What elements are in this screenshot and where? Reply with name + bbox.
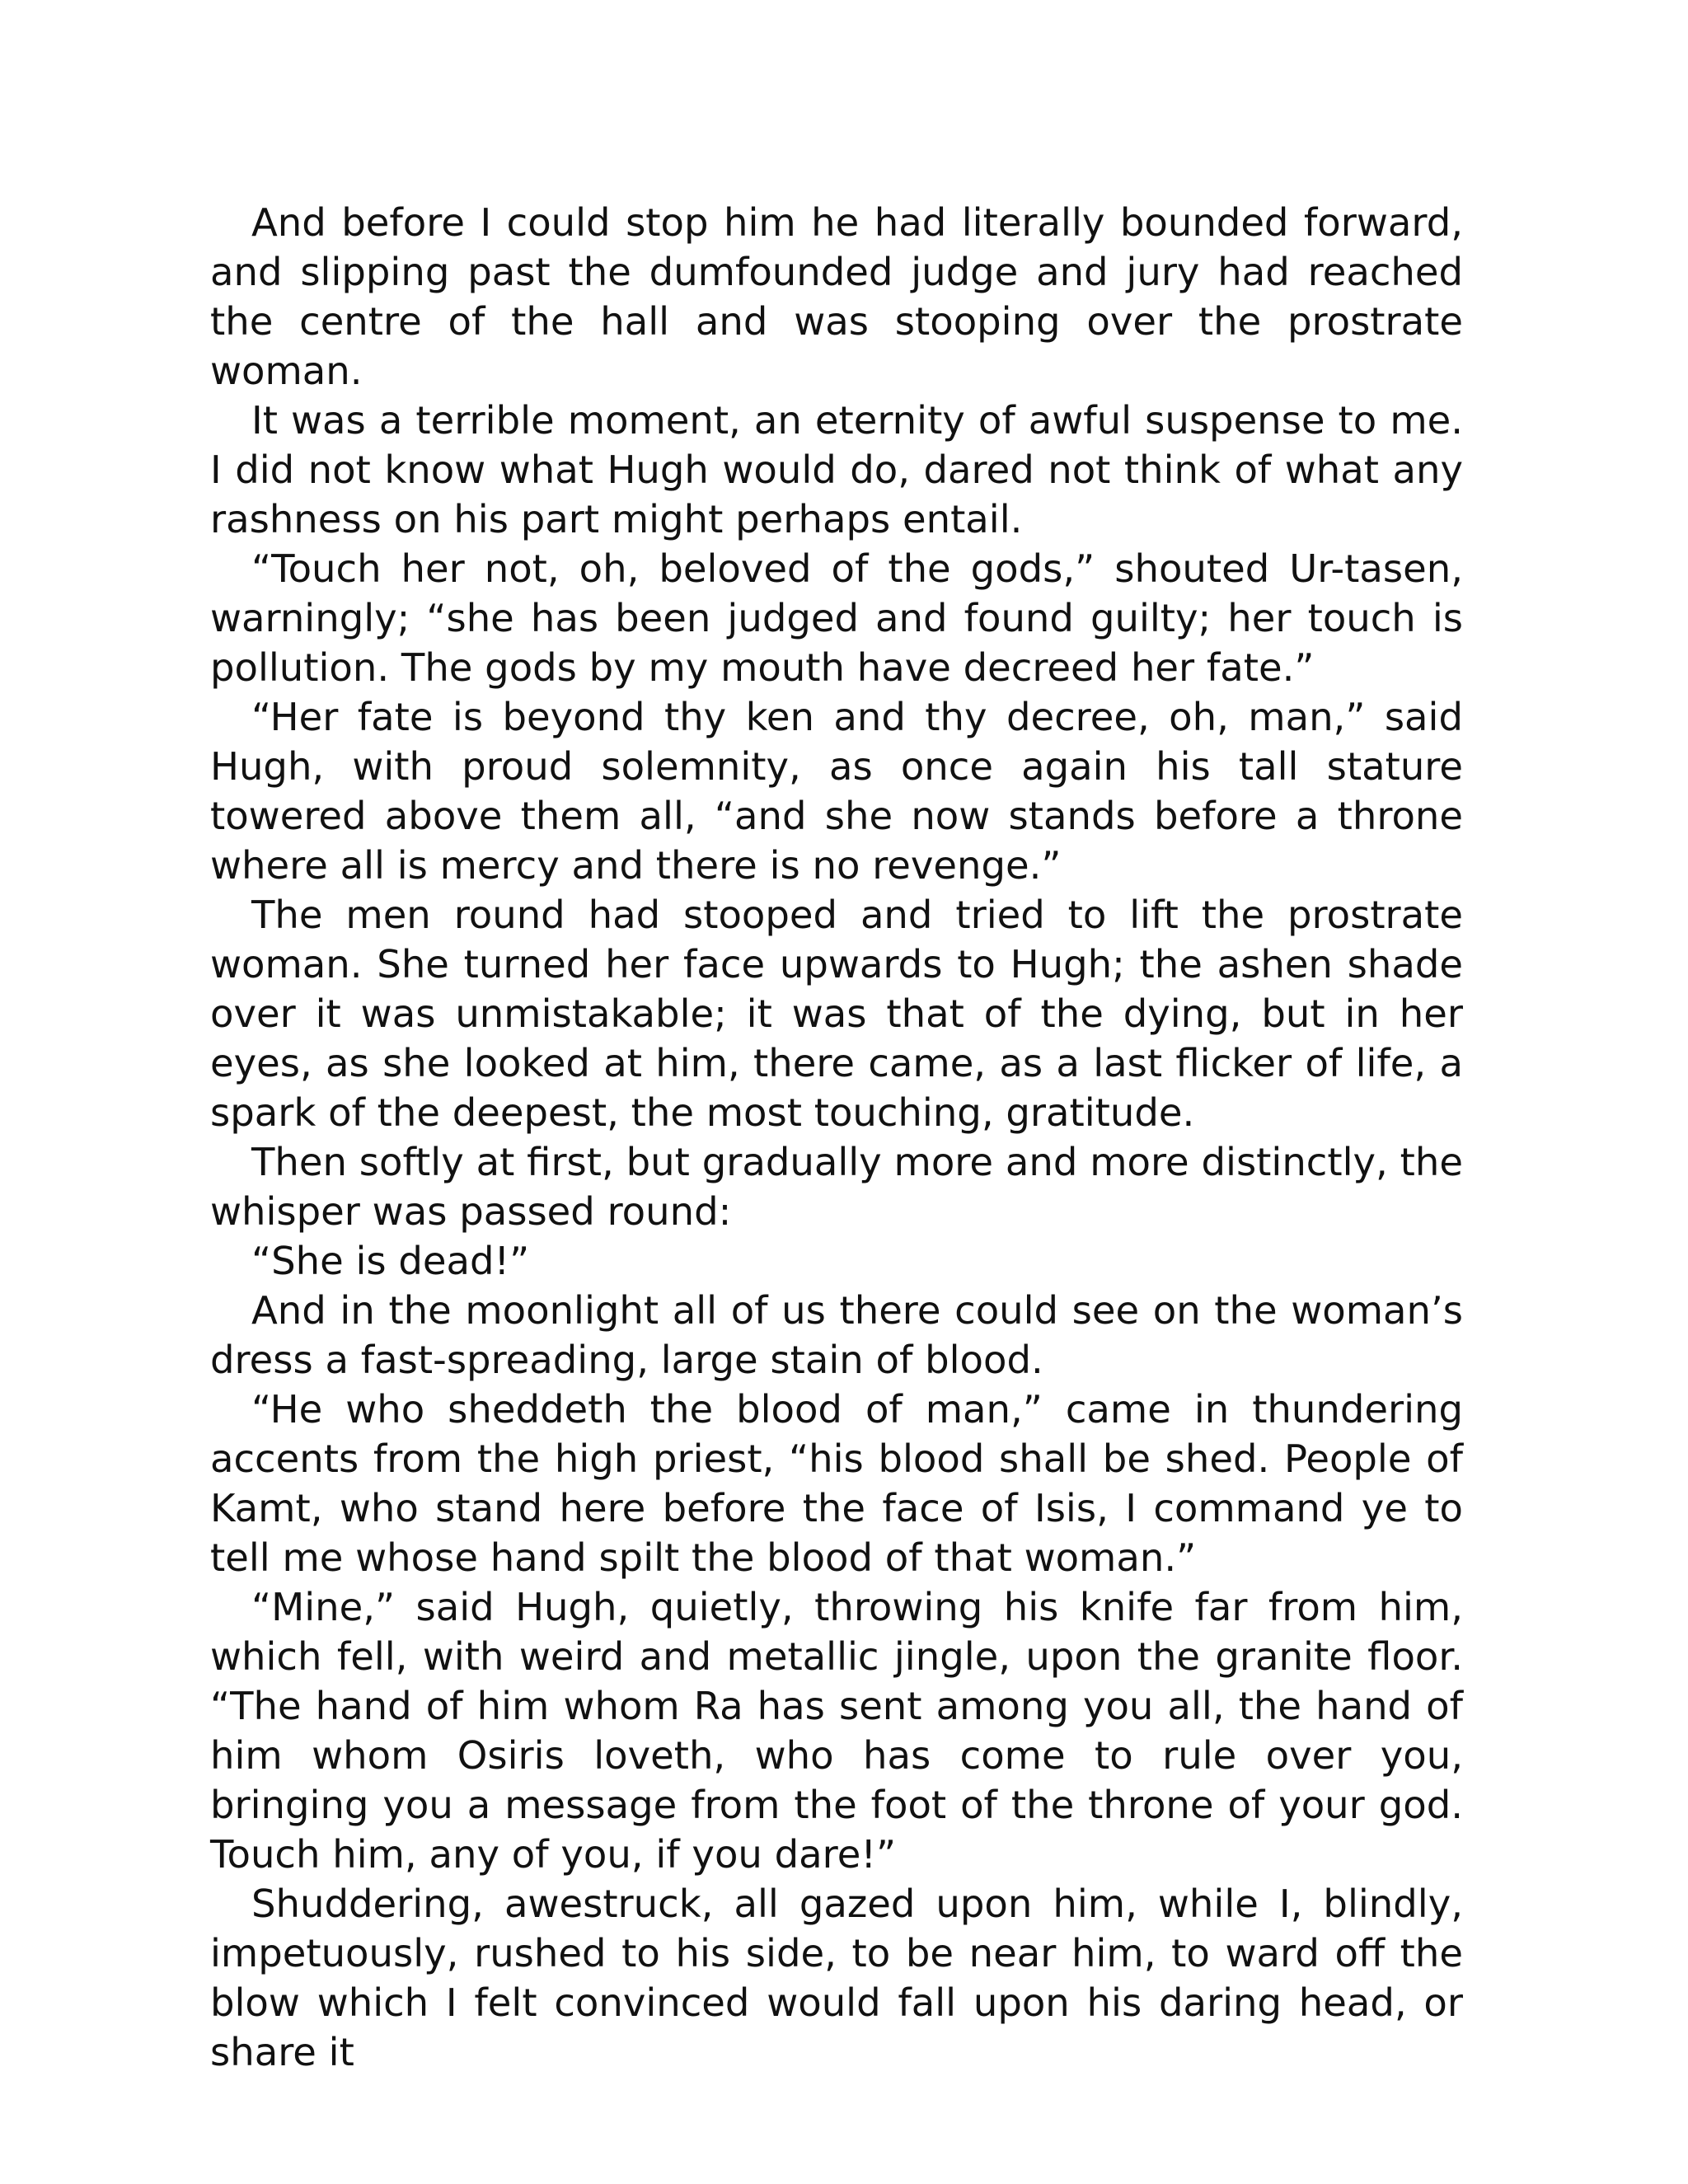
paragraph: “Mine,” said Hugh, quietly, throwing his knife far from him, which fell, with weird and metallic jingle, upon the granite floor. “The hand of him whom Ra has sent among you all, the hand of him whom Osiris loveth, who has come to rule over you, bringing you a message from the foot of the throne of your god. Touch him, any of you, if you dare!”	[210, 1585, 1463, 1877]
paragraph: “He who sheddeth the blood of man,” came in thundering accents from the high priest, “his blood shall be shed. People of Kamt, who stand here before the face of Isis, I command ye to tell me whose hand spilt the blood of that woman.”	[210, 1387, 1463, 1580]
paragraph: And in the moonlight all of us there could see on the woman’s dress a fast-spreading, large stain of blood.	[210, 1288, 1463, 1382]
paragraph: Shuddering, awestruck, all gazed upon him, while I, blindly, impetuously, rushed to his side, to be near him, to ward off the blow which I felt convinced would fall upon his daring head, or share it	[210, 1882, 1463, 2074]
paragraph: “Touch her not, oh, beloved of the gods,” shouted Ur-tasen, warningly; “she has been judged and found guilty; her touch is pollution. The gods by my mouth have decreed her fate.”	[210, 546, 1463, 690]
paragraph: “Her fate is beyond thy ken and thy decree, oh, man,” said Hugh, with proud solemnity, as once again his tall stature towered above them all, “and she now stands before a throne where all is mercy and there is no revenge.”	[210, 695, 1463, 888]
paragraph: The men round had stooped and tried to lift the prostrate woman. She turned her face upwards to Hugh; the ashen shade over it was unmistakable; it was that of the dying, but in her eyes, as she looked at him, there came, as a last flicker of life, a spark of the deepest, the most touching, gratitude.	[210, 893, 1463, 1135]
paragraph: It was a terrible moment, an eternity of awful suspense to me. I did not know what Hugh would do, dared not think of what any rashness on his part might perhaps entail.	[210, 398, 1463, 541]
paragraph: Then softly at first, but gradually more and more distinctly, the whisper was passed round:	[210, 1140, 1463, 1234]
paragraph: And before I could stop him he had literally bounded forward, and slipping past the dumfounded judge and jury had reached the centre of the hall and was stooping over the prostrate woman.	[210, 200, 1463, 393]
paragraph: “She is dead!”	[251, 1239, 530, 1283]
page-text	[210, 198, 1463, 2077]
